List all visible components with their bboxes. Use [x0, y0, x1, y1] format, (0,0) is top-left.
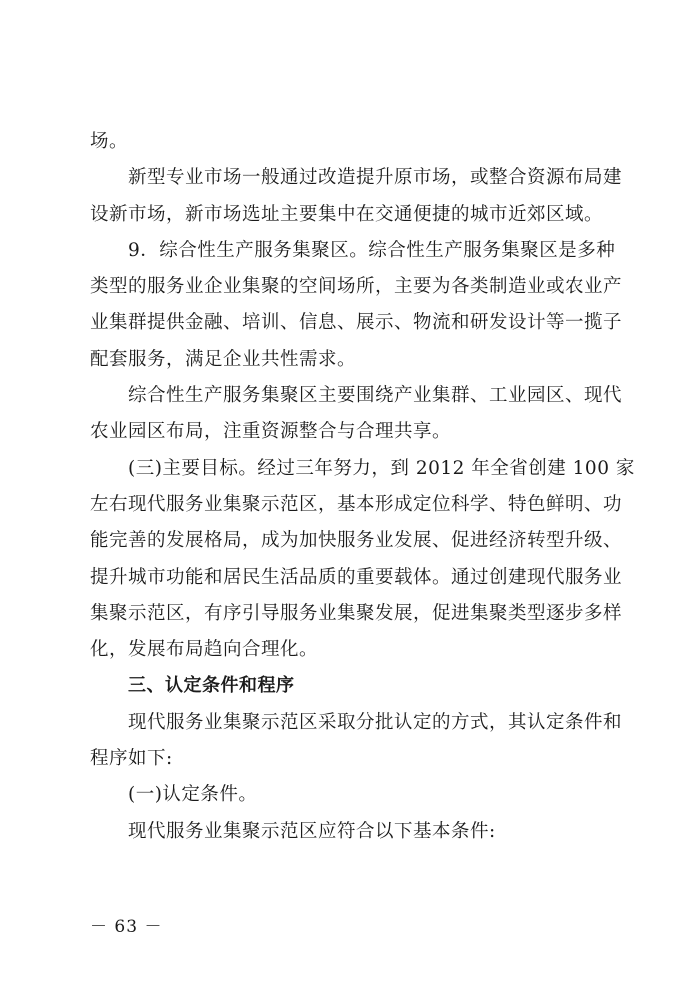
text-line: 类型的服务业企业集聚的空间场所，主要为各类制造业或农业产 [90, 276, 623, 298]
text-line: 集聚示范区，有序引导服务业集聚发展，促进集聚类型逐步多样 [90, 602, 623, 624]
text-line: (三)主要目标。经过三年努力，到 2012 年全省创建 100 家 [128, 457, 635, 479]
text-line: 左右现代服务业集聚示范区，基本形成定位科学、特色鲜明、功 [90, 493, 623, 515]
text-line: 现代服务业集聚示范区采取分批认定的方式，其认定条件和 [128, 711, 623, 733]
text-line: 提升城市功能和居民生活品质的重要载体。通过创建现代服务业 [90, 566, 623, 588]
text-line: 能完善的发展格局，成为加快服务业发展、促进经济转型升级、 [90, 530, 623, 552]
text-line: 设新市场，新市场选址主要集中在交通便捷的城市近郊区域。 [90, 203, 604, 225]
text-line: 配套服务，满足企业共性需求。 [90, 348, 357, 370]
text-line: 业集群提供金融、培训、信息、展示、物流和研发设计等一揽子 [90, 312, 623, 334]
page-number: － 63 － [90, 917, 163, 937]
text-line: 程序如下: [90, 748, 173, 770]
text-line: 农业园区布局，注重资源整合与合理共享。 [90, 421, 452, 443]
text-line: 现代服务业集聚示范区应符合以下基本条件: [128, 820, 496, 842]
text-line: (一)认定条件。 [128, 784, 258, 806]
section-heading: 三、认定条件和程序 [128, 675, 295, 697]
text-line: 新型专业市场一般通过改造提升原市场，或整合资源布局建 [128, 167, 623, 189]
text-line: 9．综合性生产服务集聚区。综合性生产服务集聚区是多种 [128, 239, 616, 261]
text-line: 化，发展布局趋向合理化。 [90, 639, 319, 661]
text-line: 综合性生产服务集聚区主要围绕产业集群、工业园区、现代 [128, 385, 623, 407]
text-line: 场。 [90, 131, 129, 152]
body-text [90, 124, 635, 850]
